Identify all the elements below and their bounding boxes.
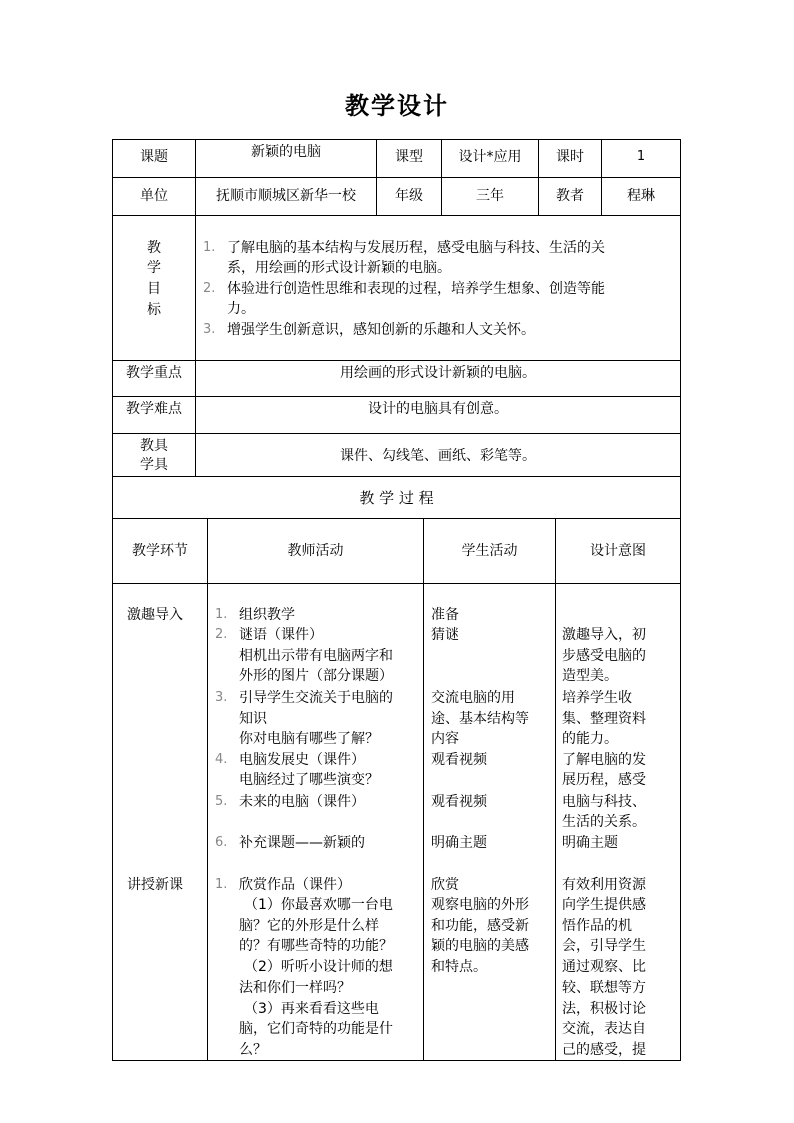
type-label: 课型	[395, 149, 423, 165]
unit-label: 单位	[140, 188, 168, 204]
column-header-intent: 设计意图	[590, 543, 646, 559]
column-header-student: 学生活动	[461, 543, 518, 559]
difficulty-label: 教学难点	[126, 401, 182, 417]
stage-name: 激趣导入	[127, 607, 183, 623]
unit-value: 抚顺市顺城区新华一校	[216, 188, 356, 204]
hours-value: 1	[636, 149, 646, 164]
key-point-label: 教学重点	[126, 365, 182, 381]
goal-text: 增强学生创新意识，感知创新的乐趣和人文关怀。	[227, 322, 535, 338]
type-value: 设计*应用	[458, 149, 522, 165]
difficulty-text: 设计的电脑具有创意。	[368, 401, 508, 417]
grade-label: 年级	[395, 188, 423, 204]
goal-number: 1.	[203, 240, 216, 255]
topic-label: 课题	[140, 149, 168, 165]
grade-value: 三年	[476, 188, 504, 204]
goal-text: 了解电脑的基本结构与发展历程，感受电脑与科技、生活的关	[227, 240, 605, 256]
teacher-label: 教者	[556, 188, 584, 204]
column-header-stage: 教学环节	[132, 543, 188, 559]
goal-text: 系，用绘画的形式设计新颖的电脑。	[227, 260, 451, 276]
teacher-value: 程琳	[627, 188, 655, 204]
topic-value: 新颖的电脑	[251, 144, 321, 160]
page-title: 教学设计	[345, 92, 449, 120]
process-title: 教 学 过 程	[359, 489, 434, 507]
tools-text: 课件、勾线笔、画纸、彩笔等。	[340, 448, 536, 464]
stage-name: 讲授新课	[127, 877, 183, 893]
goal-number: 2.	[203, 281, 216, 296]
key-point-text: 用绘画的形式设计新颖的电脑。	[340, 365, 536, 381]
goal-text: 体验进行创造性思维和表现的过程，培养学生想象、创造等能	[227, 281, 605, 297]
goal-text: 力。	[227, 301, 255, 317]
hours-label: 课时	[556, 149, 584, 165]
goal-number: 3.	[203, 322, 216, 337]
column-header-teacher: 教师活动	[287, 543, 344, 559]
